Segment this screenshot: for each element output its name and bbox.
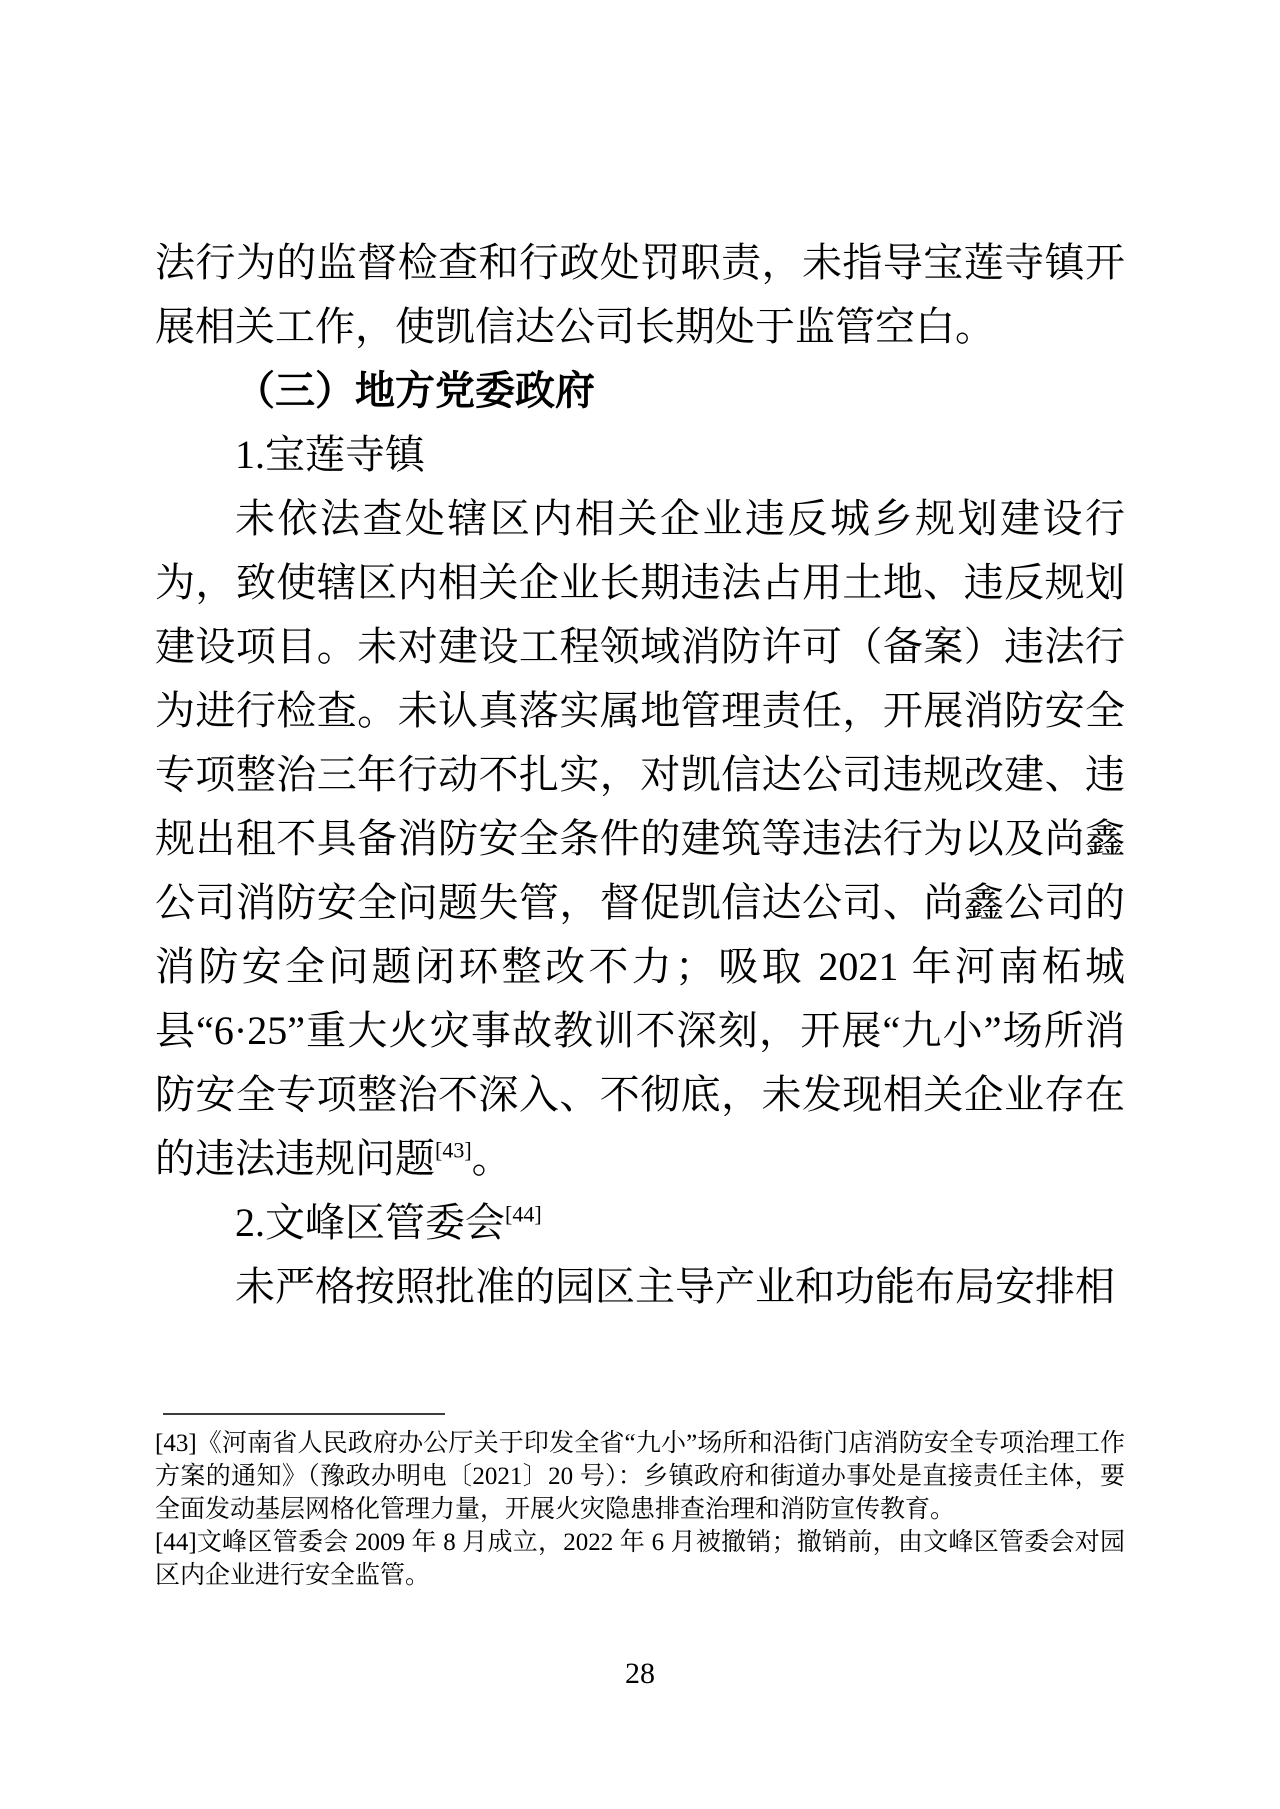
- footnote-44: [44]文峰区管委会 2009 年 8 月成立，2022 年 6 月被撤销；撤销前，由文峰区管委会对园区内企业进行安全监管。: [155, 1529, 1125, 1589]
- paragraph-text: 2.文峰区管委会: [235, 1200, 505, 1245]
- subsection-heading-1: 1.宝莲寺镇: [235, 432, 425, 477]
- page-number: 28: [625, 1657, 655, 1690]
- body-paragraph-2: 未严格按照批准的园区主导产业和功能布局安排相: [235, 1264, 1115, 1309]
- document-body: [155, 231, 1125, 1319]
- footnote-ref-44: [44]: [505, 1201, 542, 1227]
- paragraph-text: 未依法查处辖区内相关企业违反城乡规划建设行为，致使辖区内相关企业长期违法占用土地、违反规划建设项目。未对建设工程领域消防许可（备案）违法行为进行检查。未认真落实属地管理责任，开展消防安全专项整治三年行动不扎实，对凯信达公司违规改建、违规出租不具备消防安全条件的建筑等违法行为以及尚鑫公司消防安全问题失管，督促凯信达公司、尚鑫公司的消防安全问题闭环整改不力；吸取 2021 年河南柘城县“6·25”重大火灾事故教训不深刻，开展“九小”场所消防安全专项整治不深入、不彻底，未发现相关企业存在的违法违规问题: [155, 496, 1125, 1181]
- footnotes-section: [155, 1413, 1125, 1592]
- subsection-heading-2: [155, 1191, 1125, 1255]
- body-paragraph-1: [155, 487, 1125, 1191]
- footnote-43: [43]《河南省人民政府办公厅关于印发全省“九小”场所和沿街门店消防安全专项治理工作方案的通知》（豫政办明电〔2021〕20 号）：乡镇政府和街道办事处是直接责任主体，要全面发动基层网格化管理力量，开展火灾隐患排查治理和消防宣传教育。: [155, 1430, 1125, 1523]
- footnote-ref-43: [43]: [435, 1137, 472, 1163]
- section-heading: （三）地方党委政府: [235, 368, 595, 413]
- continuation-paragraph: 法行为的监督检查和行政处罚职责，未指导宝莲寺镇开展相关工作，使凯信达公司长期处于监管空白。: [155, 240, 1125, 349]
- paragraph-text: 。: [471, 1136, 512, 1181]
- footnote-separator: [163, 1413, 445, 1415]
